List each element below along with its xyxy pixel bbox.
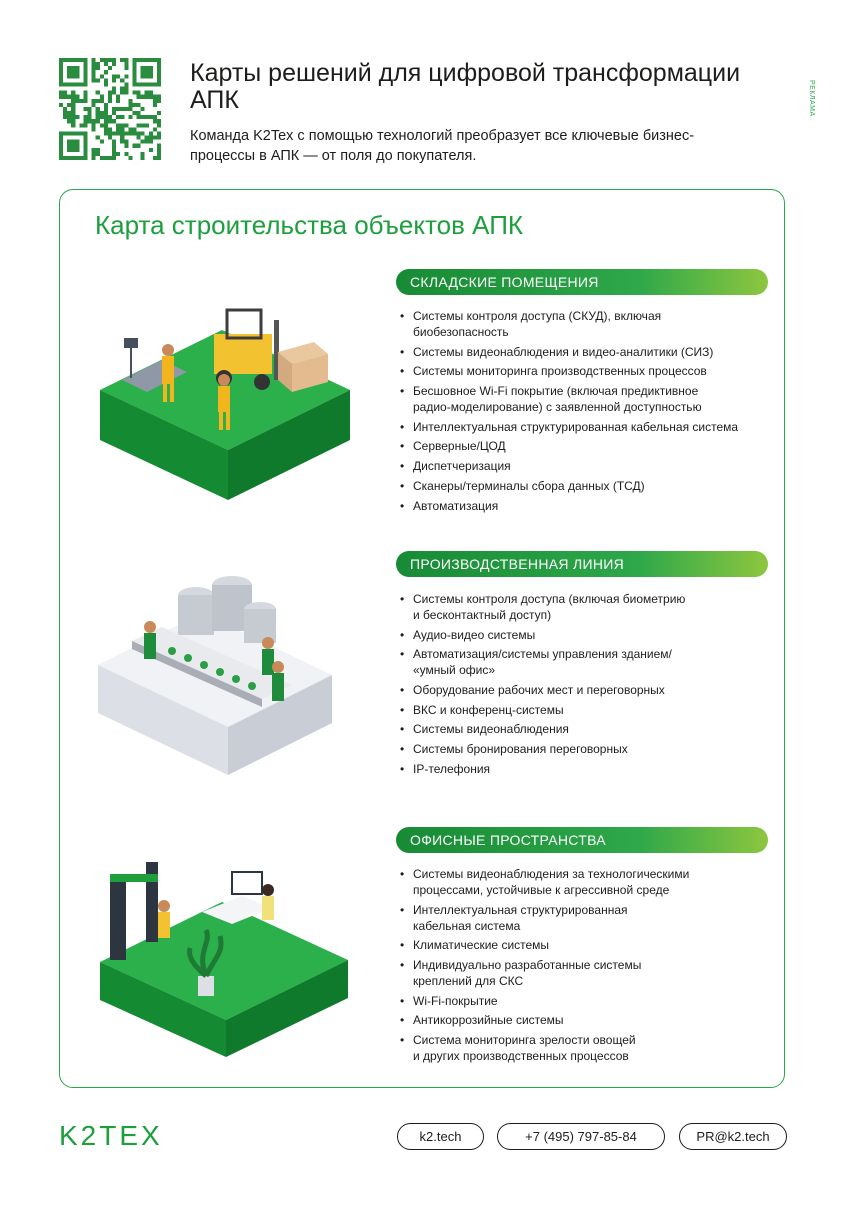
email-link[interactable]: PR@k2.tech [679, 1123, 787, 1150]
page-title: Карты решений для цифровой трансформации АПК [190, 59, 741, 114]
list-item: • Антикоррозийные системы [398, 1012, 778, 1028]
list-item: • Системы контроля доступа (включая биометрию и бесконтактный доступ) [398, 591, 778, 623]
list-item: • Автоматизация/системы управления зданием/ «умный офис» [398, 646, 778, 678]
list-item: • IP-телефония [398, 761, 778, 777]
list-item: • Индивидуально разработанные системы креплений для СКС [398, 957, 778, 989]
list-item: • Бесшовное Wi-Fi покрытие (включая предиктивное радио-моделирование) с заявленной доступностью [398, 383, 778, 415]
list-item: • Диспетчеризация [398, 458, 778, 474]
warehouse-list [398, 308, 778, 517]
list-item: • Система мониторинга зрелости овощей и других производственных процессов [398, 1032, 778, 1064]
office-illustration [92, 852, 352, 1062]
page-subtitle: Команда K2Tex с помощью технологий преобразует все ключевые бизнес-процессы в АПК — от поля до покупателя. [190, 128, 695, 164]
list-item: • Серверные/ЦОД [398, 438, 778, 454]
list-item: • Климатические системы [398, 937, 778, 953]
section-heading-production: ПРОИЗВОДСТВЕННАЯ ЛИНИЯ [396, 551, 768, 577]
list-item: • Системы видеонаблюдения и видео-аналитики (СИЗ) [398, 344, 778, 360]
list-item: • Автоматизация [398, 498, 778, 514]
list-item: • Оборудование рабочих мест и переговорных [398, 682, 778, 698]
list-item: • Системы видеонаблюдения за технологическими процессами, устойчивые к агрессивной среде [398, 866, 778, 898]
list-item: • Интеллектуальная структурированная кабельная система [398, 902, 778, 934]
k2tex-logo: K2TEX [59, 1120, 163, 1151]
list-item: • Системы мониторинга производственных процессов [398, 363, 778, 379]
section-heading-warehouse: СКЛАДСКИЕ ПОМЕЩЕНИЯ [396, 269, 768, 295]
website-link[interactable]: k2.tech [397, 1123, 484, 1150]
phone-link[interactable]: +7 (495) 797-85-84 [497, 1123, 665, 1150]
list-item: • Системы видеонаблюдения [398, 721, 778, 737]
qr-code-icon [59, 58, 161, 160]
list-item: • Wi-Fi-покрытие [398, 993, 778, 1009]
warehouse-illustration [92, 290, 362, 505]
card-title: Карта строительства объектов АПК [95, 210, 524, 240]
office-list [398, 866, 778, 1068]
list-item: • Сканеры/терминалы сбора данных (ТСД) [398, 478, 778, 494]
list-item: • ВКС и конференц-системы [398, 702, 778, 718]
production-line-illustration [92, 545, 342, 785]
list-item: • Системы бронирования переговорных [398, 741, 778, 757]
list-item: • Системы контроля доступа (СКУД), включая биобезопасность [398, 308, 778, 340]
section-heading-office: ОФИСНЫЕ ПРОСТРАНСТВА [396, 827, 768, 853]
ad-label: РЕКЛАМА [808, 80, 815, 117]
list-item: • Интеллектуальная структурированная кабельная система [398, 419, 778, 435]
production-list [398, 591, 778, 781]
list-item: • Аудио-видео системы [398, 627, 778, 643]
